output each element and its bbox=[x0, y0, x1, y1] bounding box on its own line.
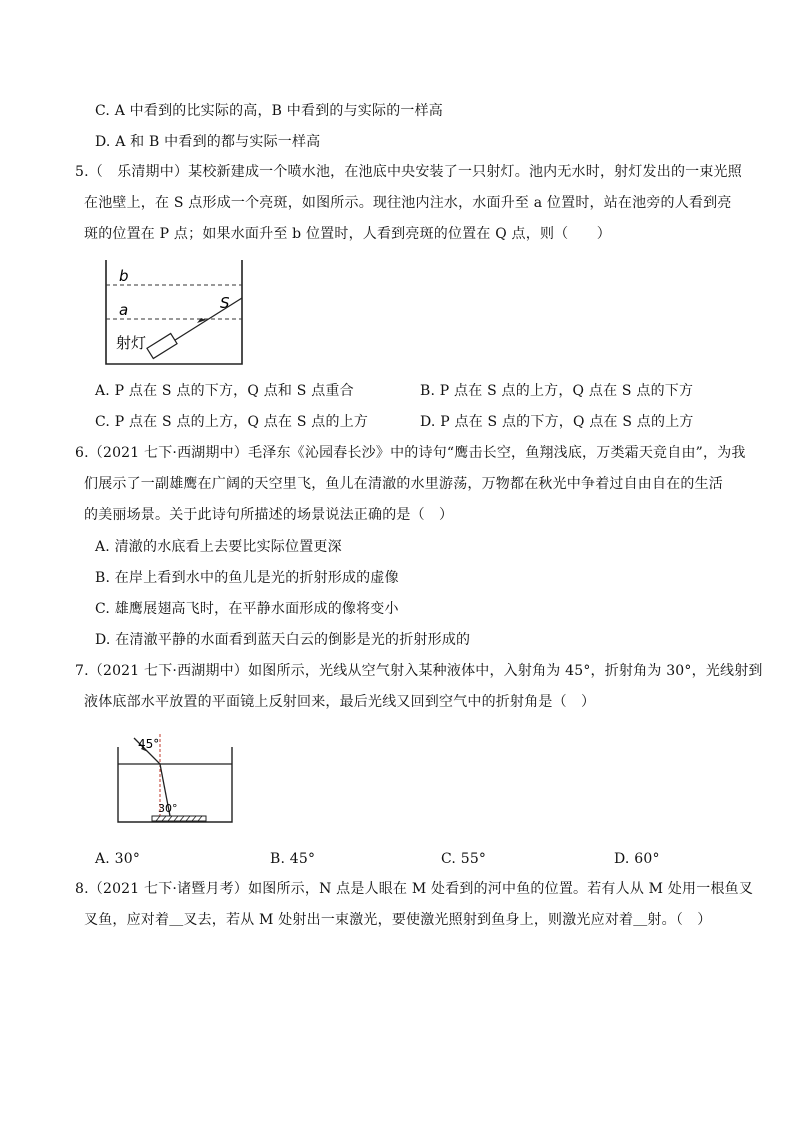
angle-bottom-label: 30° bbox=[158, 802, 178, 815]
q4-option-d: D. A 和 B 中看到的都与实际一样高 bbox=[95, 134, 321, 150]
q7-option-d: D. 60° bbox=[614, 851, 660, 867]
q7-stem-line-1: 7.（2021 七下·西湖期中）如图所示，光线从空气射入某种液体中，入射角为 45°，折射角为 30°，光线射到 bbox=[75, 663, 763, 679]
q5-option-d: D. P 点在 S 点的下方，Q 点在 S 点的上方 bbox=[420, 414, 694, 430]
q7-option-a: A. 30° bbox=[95, 851, 141, 867]
q5-option-a: A. P 点在 S 点的下方，Q 点和 S 点重合 bbox=[95, 383, 354, 399]
q7-option-b: B. 45° bbox=[270, 851, 316, 867]
q7-stem-line-2: 液体底部水平放置的平面镜上反射回来，最后光线又回到空气中的折射角是（ ） bbox=[84, 694, 596, 710]
q6-option-d: D. 在清澈平静的水面看到蓝天白云的倒影是光的折射形成的 bbox=[95, 632, 471, 648]
q5-option-c: C. P 点在 S 点的上方，Q 点在 S 点的上方 bbox=[95, 414, 369, 430]
q6-stem-line-2: 们展示了一副雄鹰在广阔的天空里飞，鱼儿在清澈的水里游荡，万物都在秋光中争着过自由自在的生活 bbox=[84, 476, 723, 492]
label-s: S bbox=[220, 294, 230, 312]
q6-option-b: B. 在岸上看到水中的鱼儿是光的折射形成的虚像 bbox=[95, 570, 399, 586]
light-ray bbox=[172, 298, 242, 342]
q5-option-b: B. P 点在 S 点的上方，Q 点在 S 点的下方 bbox=[420, 383, 694, 399]
q7-liquid-figure bbox=[112, 732, 237, 827]
angle-top-label: 45° bbox=[138, 737, 160, 751]
q6-option-a: A. 清澈的水底看上去要比实际位置更深 bbox=[95, 539, 342, 555]
q4-option-c: C. A 中看到的比实际的高，B 中看到的与实际的一样高 bbox=[95, 103, 444, 119]
mirror bbox=[152, 816, 206, 821]
q6-stem-line-3: 的美丽场景。关于此诗句所描述的场景说法正确的是（ ） bbox=[84, 507, 454, 523]
label-b: b bbox=[119, 267, 129, 285]
q5-stem-line-3: 斑的位置在 P 点；如果水面升至 b 位置时，人看到亮斑的位置在 Q 点，则（ ） bbox=[84, 226, 611, 242]
q5-stem-line-2: 在池壁上，在 S 点形成一个亮斑，如图所示。现往池内注水，水面升至 a 位置时，站在池旁的人看到亮 bbox=[84, 195, 732, 211]
q8-stem-line-1: 8.（2021 七下·诸暨月考）如图所示，N 点是人眼在 M 处看到的河中鱼的位置。若有人从 M 处用一根鱼叉 bbox=[75, 881, 754, 897]
q5-stem-line-1: 5.（ 乐清期中）某校新建成一个喷水池，在池底中央安装了一只射灯。池内无水时，射灯发出的一束光照 bbox=[75, 164, 742, 180]
lamp-icon bbox=[147, 333, 177, 358]
q6-option-c: C. 雄鹰展翅高飞时，在平静水面形成的像将变小 bbox=[95, 601, 399, 617]
q7-option-c: C. 55° bbox=[441, 851, 487, 867]
q5-pool-figure bbox=[100, 258, 250, 370]
label-lamp: 射灯 bbox=[116, 334, 147, 352]
q8-stem-line-2: 叉鱼，应对着＿叉去，若从 M 处射出一束激光，要使激光照射到鱼身上，则激光应对着＿射。（ ） bbox=[84, 912, 712, 928]
label-a: a bbox=[119, 301, 129, 319]
q6-stem-line-1: 6.（2021 七下·西湖期中）毛泽东《沁园春长沙》中的诗句“鹰击长空，鱼翔浅底，万类霜天竞自由”，为我 bbox=[75, 445, 746, 461]
